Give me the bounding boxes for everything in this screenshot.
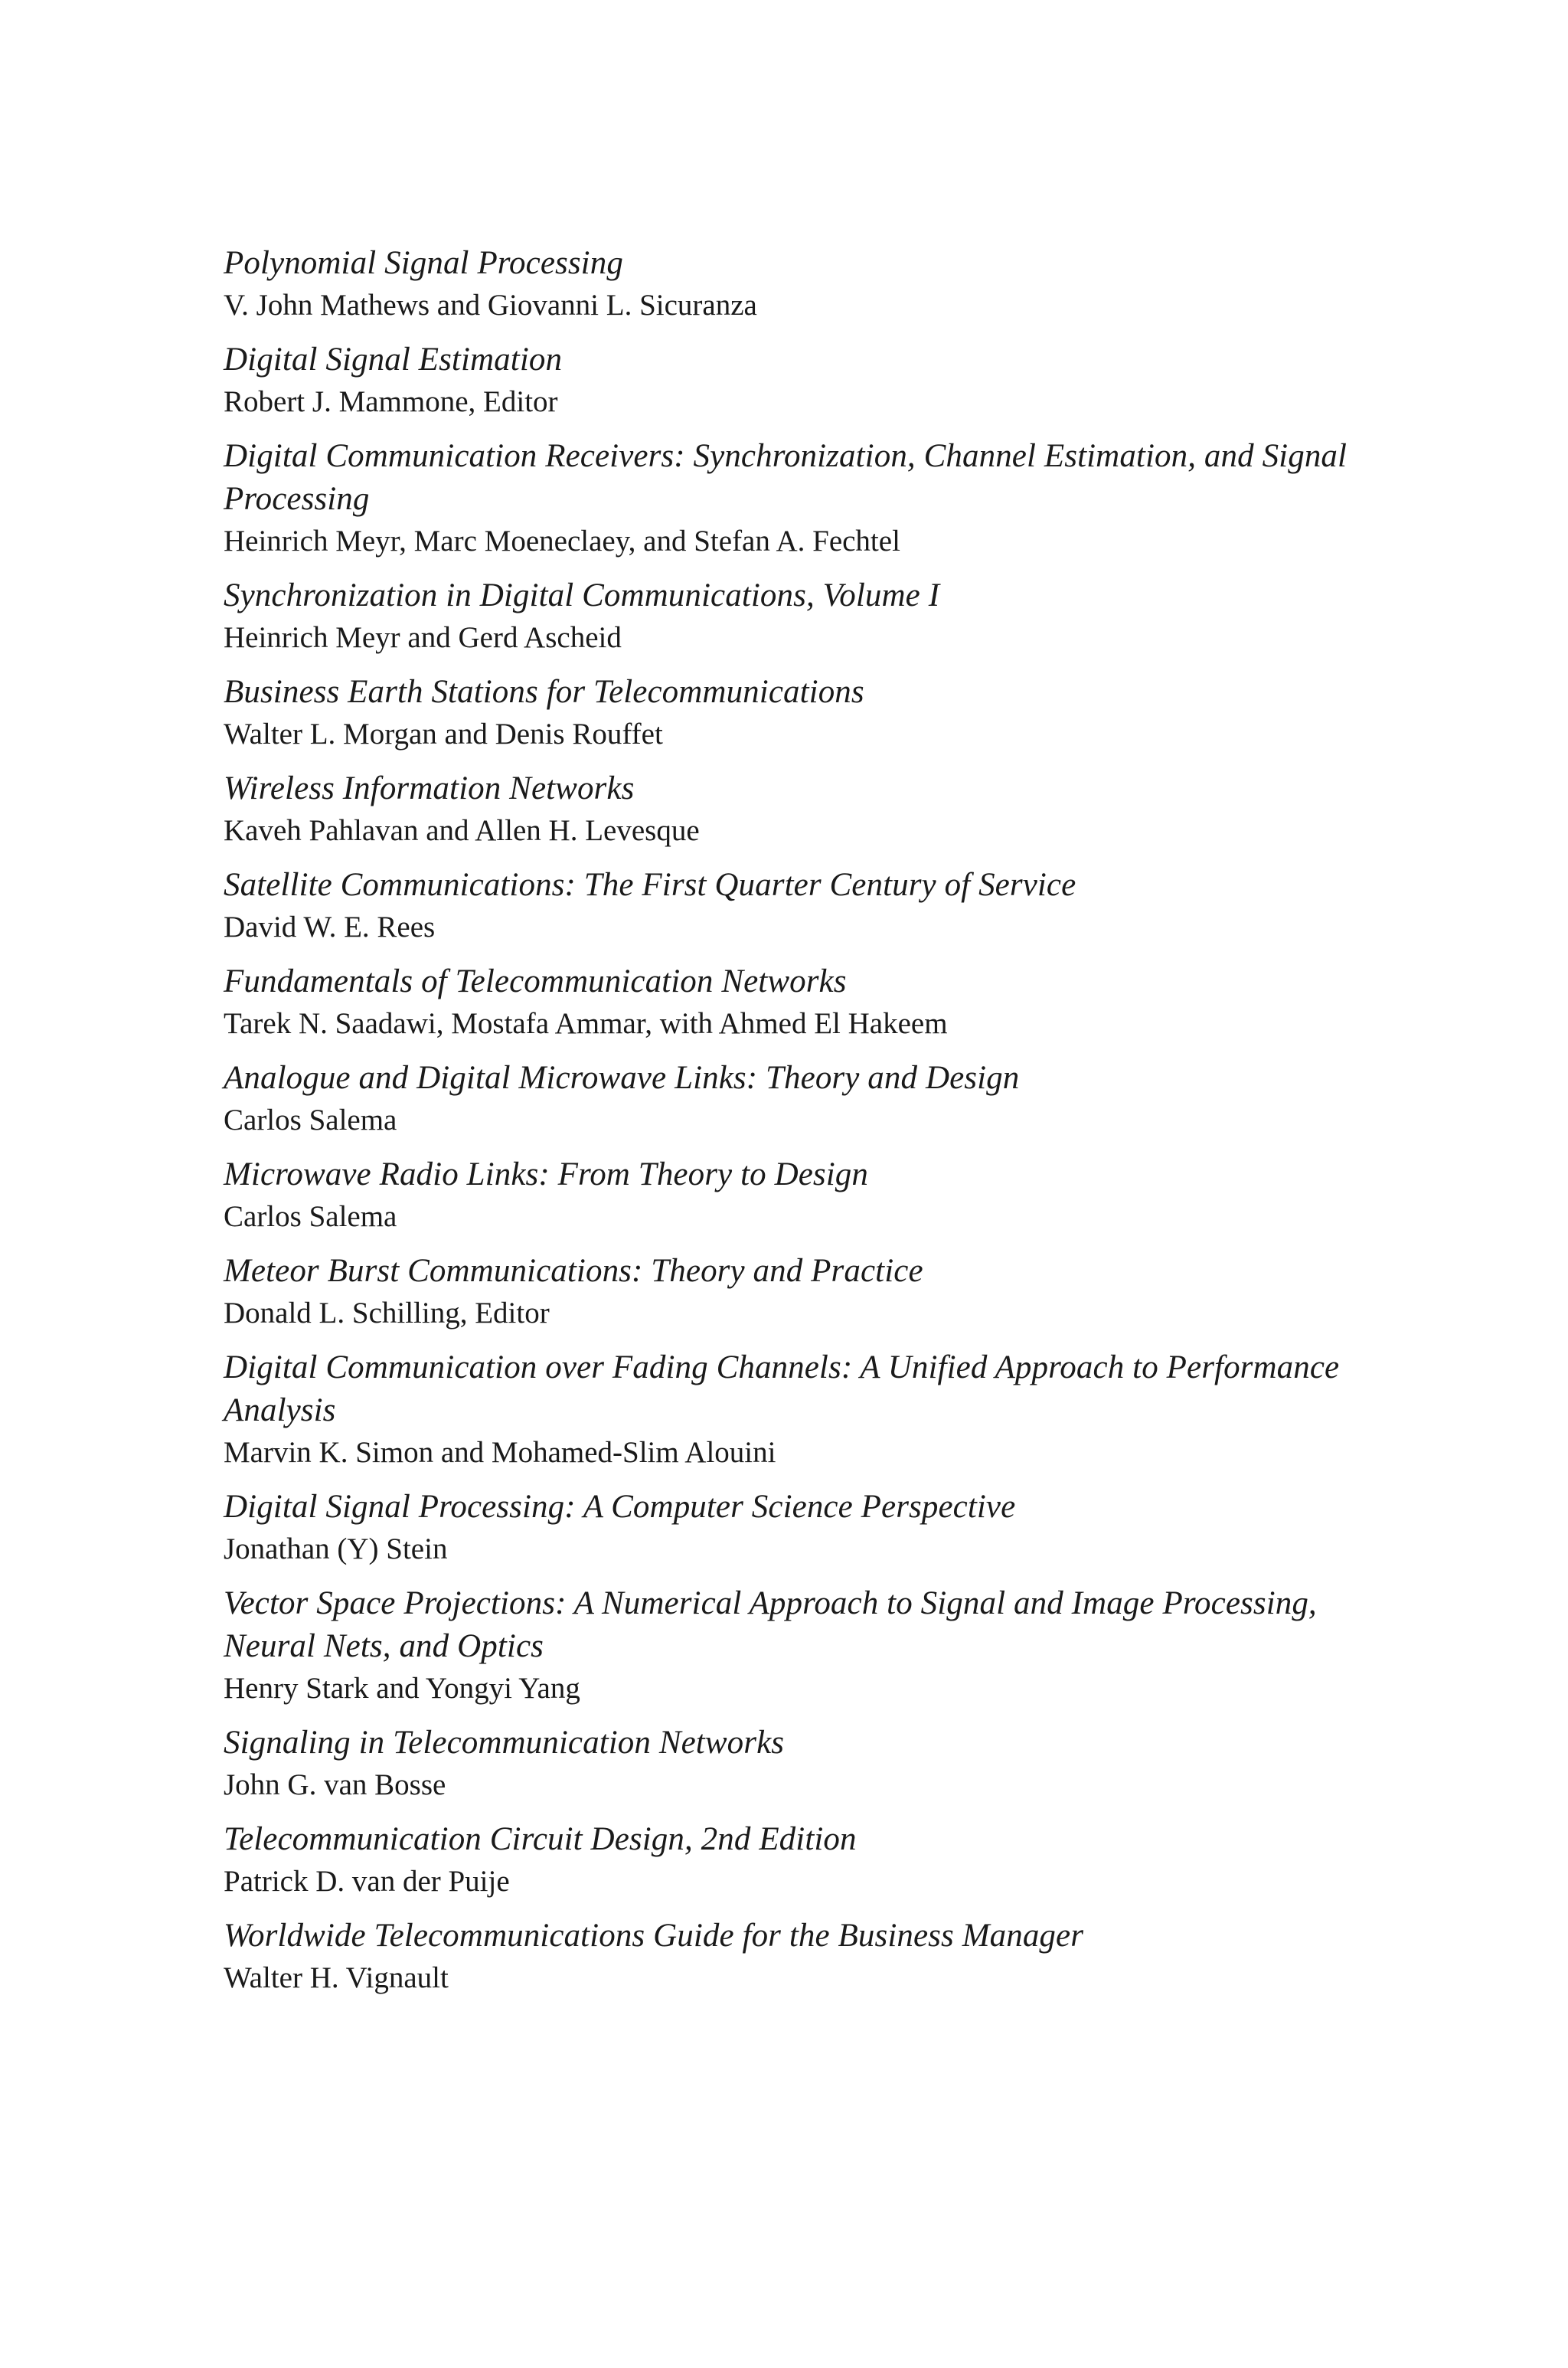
book-author: Kaveh Pahlavan and Allen H. Levesque — [224, 814, 700, 847]
list-item — [224, 671, 1372, 754]
book-author: Walter H. Vignault — [224, 1961, 449, 1994]
list-item — [224, 1722, 1372, 1805]
book-title: Vector Space Projections: A Numerical Approach to Signal and Image Processing, Neural Nets, and Optics — [224, 1585, 1317, 1664]
book-title: Meteor Burst Communications: Theory and Practice — [224, 1253, 923, 1289]
book-title: Digital Communication over Fading Channels: A Unified Approach to Performance Analysis — [224, 1349, 1340, 1428]
book-title: Business Earth Stations for Telecommunications — [224, 674, 864, 710]
book-author: Marvin K. Simon and Mohamed-Slim Alouini — [224, 1436, 776, 1469]
book-author: Tarek N. Saadawi, Mostafa Ammar, with Ahmed El Hakeem — [224, 1007, 948, 1040]
book-title: Digital Signal Estimation — [224, 342, 563, 378]
list-item — [224, 1486, 1372, 1569]
book-author: Heinrich Meyr and Gerd Ascheid — [224, 621, 622, 654]
book-author: David W. E. Rees — [224, 911, 436, 944]
list-item — [224, 1250, 1372, 1333]
list-item — [224, 1346, 1372, 1473]
book-title: Polynomial Signal Processing — [224, 245, 623, 281]
book-title: Synchronization in Digital Communications, Volume I — [224, 577, 940, 613]
list-item — [224, 242, 1372, 325]
book-title: Digital Signal Processing: A Computer Science Perspective — [224, 1489, 1016, 1525]
list-item — [224, 339, 1372, 422]
book-author: Jonathan (Y) Stein — [224, 1532, 448, 1565]
book-author: Carlos Salema — [224, 1104, 397, 1137]
list-item — [224, 864, 1372, 947]
book-author: Heinrich Meyr, Marc Moeneclaey, and Stefan A. Fechtel — [224, 525, 900, 558]
list-item — [224, 435, 1372, 561]
book-title: Worldwide Telecommunications Guide for the Business Manager — [224, 1918, 1084, 1954]
book-list — [224, 242, 1372, 2011]
list-item — [224, 1915, 1372, 1998]
list-item — [224, 1582, 1372, 1709]
book-author: Donald L. Schilling, Editor — [224, 1297, 550, 1330]
book-title: Wireless Information Networks — [224, 770, 635, 806]
book-author: Robert J. Mammone, Editor — [224, 385, 558, 418]
book-author: Carlos Salema — [224, 1200, 397, 1233]
book-title: Telecommunication Circuit Design, 2nd Edition — [224, 1821, 857, 1857]
book-title: Satellite Communications: The First Quarter Century of Service — [224, 867, 1076, 903]
list-item — [224, 1057, 1372, 1140]
list-item — [224, 960, 1372, 1044]
book-author: V. John Mathews and Giovanni L. Sicuranza — [224, 289, 757, 322]
book-author: John G. van Bosse — [224, 1768, 446, 1801]
book-author: Walter L. Morgan and Denis Rouffet — [224, 718, 663, 751]
list-item — [224, 767, 1372, 851]
book-author: Henry Stark and Yongyi Yang — [224, 1672, 580, 1705]
book-title: Analogue and Digital Microwave Links: Theory and Design — [224, 1060, 1020, 1096]
book-title: Microwave Radio Links: From Theory to Design — [224, 1156, 868, 1192]
list-item — [224, 1818, 1372, 1902]
book-title: Signaling in Telecommunication Networks — [224, 1725, 785, 1761]
book-title: Fundamentals of Telecommunication Networks — [224, 963, 847, 999]
book-author: Patrick D. van der Puije — [224, 1865, 510, 1898]
list-item — [224, 1153, 1372, 1237]
list-item — [224, 574, 1372, 658]
book-title: Digital Communication Receivers: Synchronization, Channel Estimation, and Signal Processing — [224, 438, 1348, 517]
